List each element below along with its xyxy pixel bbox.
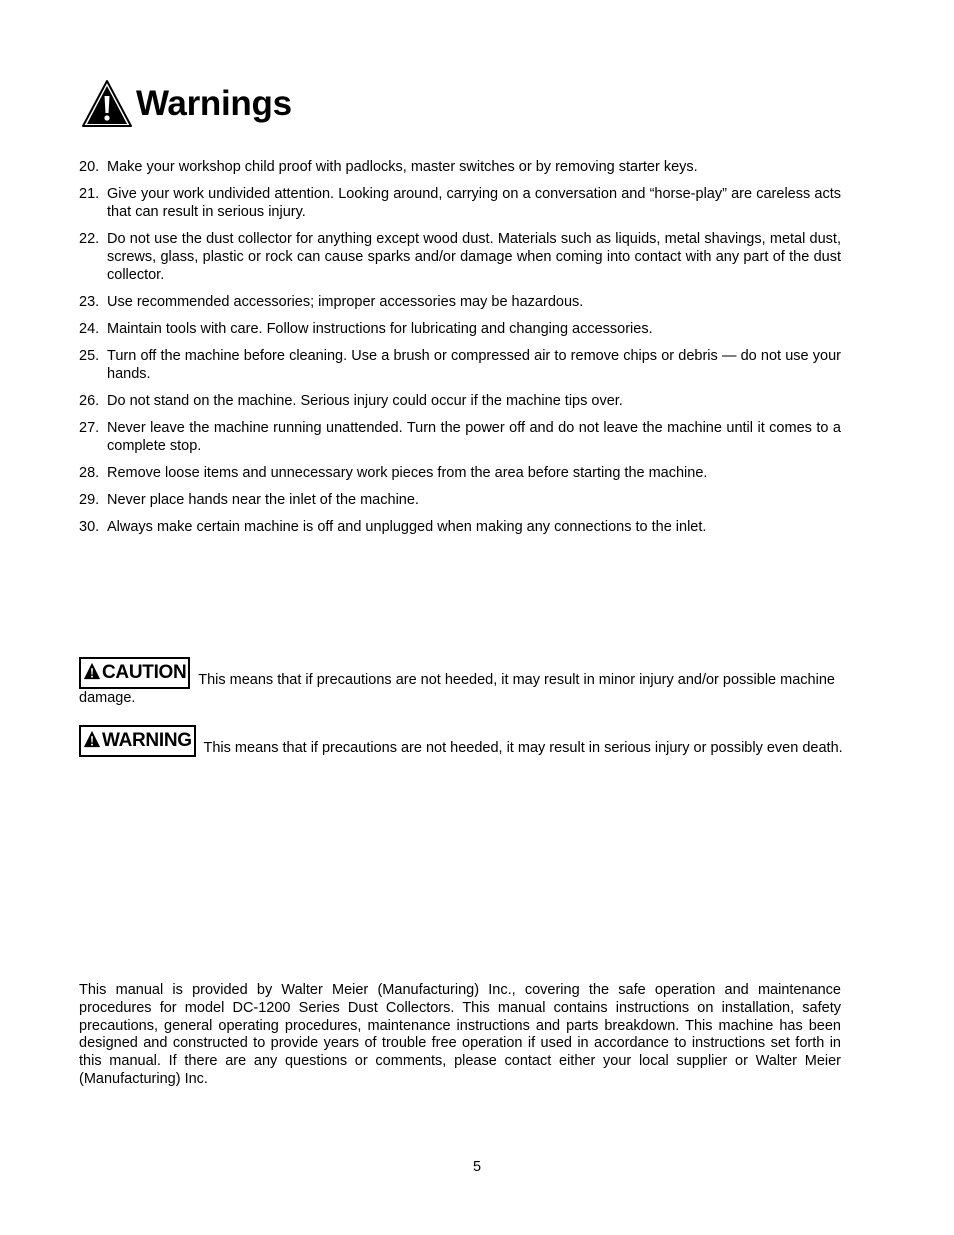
caution-label: CAUTION xyxy=(102,662,187,683)
warning-triangle-icon xyxy=(80,78,134,130)
warning-rule-item xyxy=(79,518,841,536)
rule-number: 22. xyxy=(79,231,100,247)
warning-rule-item xyxy=(79,185,841,221)
warnings-list xyxy=(79,158,841,545)
rule-number: 30. xyxy=(79,519,100,535)
rule-text: Always make certain machine is off and unplugged when making any connections to the inlet. xyxy=(107,519,707,535)
rule-text: Maintain tools with care. Follow instructions for lubricating and changing accessories. xyxy=(107,321,653,337)
warning-label: WARNING xyxy=(102,730,192,751)
rule-text: Never leave the machine running unattended. Turn the power off and do not leave the machine until it comes to a complete stop. xyxy=(107,420,841,454)
rule-number: 23. xyxy=(79,294,100,310)
page-number: 5 xyxy=(472,1159,482,1175)
warning-rule-item xyxy=(79,491,841,509)
rule-text: Remove loose items and unnecessary work pieces from the area before starting the machine. xyxy=(107,465,708,481)
rule-text: Use recommended accessories; improper accessories may be hazardous. xyxy=(107,294,584,310)
rule-number: 26. xyxy=(79,393,100,409)
warning-notice xyxy=(79,725,859,757)
warning-rule-item xyxy=(79,347,841,383)
manual-intro-paragraph: This manual is provided by Walter Meier (Manufacturing) Inc., covering the safe operation and maintenance procedures for model DC-1200 Series Dust Collectors. This manual contains instructions on installation, safety precautions, general operating procedures, maintenance instructions and parts breakdown. This machine has been designed and constructed to provide years of trouble free operation if used in accordance to instructions set forth in this manual. If there are any questions or comments, please contact either your local supplier or Walter Meier (Manufacturing) Inc. xyxy=(79,982,841,1087)
rule-text: Do not stand on the machine. Serious injury could occur if the machine tips over. xyxy=(107,393,623,409)
warning-triangle-icon xyxy=(83,730,101,748)
rule-text: Never place hands near the inlet of the machine. xyxy=(107,492,419,508)
rule-text: Turn off the machine before cleaning. Use a brush or compressed air to remove chips or debris — do not use your hands. xyxy=(107,348,841,382)
rule-number: 29. xyxy=(79,492,100,508)
warning-rule-item xyxy=(79,293,841,311)
rule-number: 21. xyxy=(79,186,100,202)
rule-text: Make your workshop child proof with padlocks, master switches or by removing starter keys. xyxy=(107,159,698,175)
rule-number: 24. xyxy=(79,321,100,337)
rule-text: Do not use the dust collector for anything except wood dust. Materials such as liquids, metal shavings, metal dust, screws, glass, plastic or rock can cause sparks and/or damage when coming into contact with any part of the dust collector. xyxy=(107,231,841,283)
caution-notice xyxy=(79,657,859,707)
caution-badge xyxy=(79,657,190,689)
warning-badge xyxy=(79,725,196,757)
warning-rule-item xyxy=(79,230,841,284)
warning-triangle-icon xyxy=(83,662,101,680)
caution-text: This means that if precautions are not heeded, it may result in minor injury and/or possible machine damage. xyxy=(79,672,835,706)
rule-text: Give your work undivided attention. Looking around, carrying on a conversation and “horse-play” are careless acts that can result in serious injury. xyxy=(107,186,841,220)
warning-rule-item xyxy=(79,392,841,410)
warning-rule-item xyxy=(79,320,841,338)
warning-text: This means that if precautions are not heeded, it may result in serious injury or possibly even death. xyxy=(203,740,843,756)
rule-number: 27. xyxy=(79,420,100,436)
rule-number: 20. xyxy=(79,159,100,175)
warning-rule-item xyxy=(79,419,841,455)
rule-number: 28. xyxy=(79,465,100,481)
warning-rule-item xyxy=(79,464,841,482)
page-title: Warnings xyxy=(136,84,292,123)
warning-rule-item xyxy=(79,158,841,176)
rule-number: 25. xyxy=(79,348,100,364)
